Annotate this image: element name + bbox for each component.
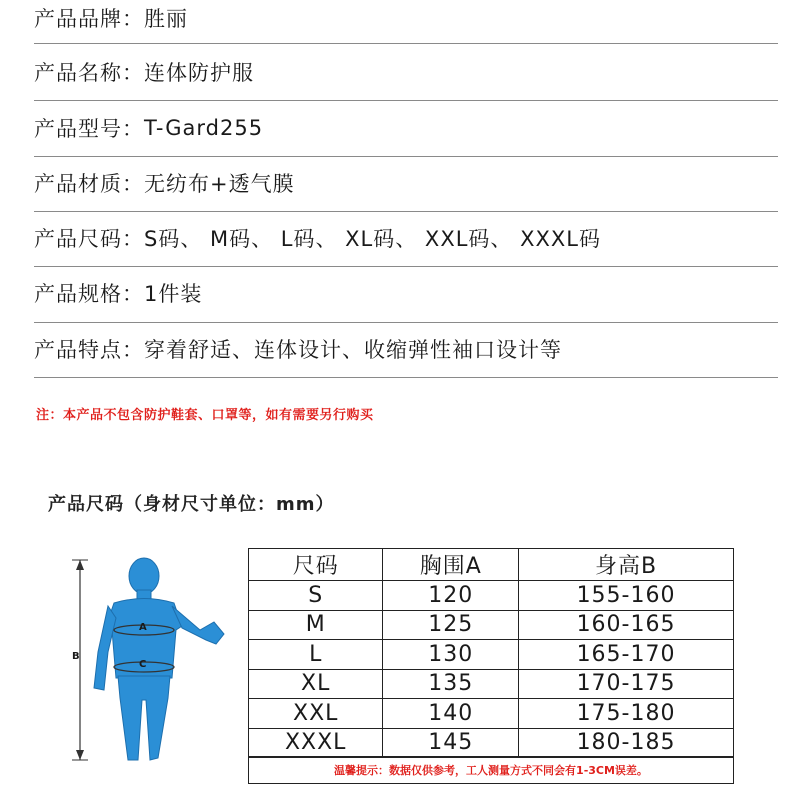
spec-row-name — [34, 49, 778, 94]
spec-value: T-Gard255 — [144, 115, 264, 140]
spec-label: 产品名称： — [34, 60, 144, 85]
notice-text: 注：本产品不包含防护鞋套、口罩等，如有需要另行购买 — [36, 408, 374, 423]
spec-value: 胜丽 — [144, 6, 188, 31]
divider — [34, 43, 778, 44]
table-footer-note: 温馨提示：数据仅供参考，工人测量方式不同会有1-3CM误差。 — [248, 756, 734, 784]
spec-row-package — [34, 270, 778, 315]
table-cell-chest: 140 — [383, 699, 519, 729]
table-row — [249, 669, 734, 699]
table-cell-size: M — [249, 610, 383, 640]
table-cell-height: 180-185 — [519, 728, 734, 758]
table-cell-size: XXXL — [249, 728, 383, 758]
spec-value: 穿着舒适、连体设计、收缩弹性袖口设计等 — [144, 337, 562, 362]
table-cell-chest: 145 — [383, 728, 519, 758]
spec-label: 产品品牌： — [34, 6, 144, 31]
body-measurement-figure — [62, 548, 242, 770]
table-cell-chest: 135 — [383, 669, 519, 699]
spec-value: 1件装 — [144, 281, 203, 306]
column-header-height: 身高B — [519, 549, 734, 581]
column-header-size: 尺码 — [249, 549, 383, 581]
spec-label: 产品材质： — [34, 171, 144, 196]
table-row — [249, 581, 734, 611]
size-table — [248, 548, 734, 758]
table-cell-size: XXL — [249, 699, 383, 729]
table-cell-chest: 125 — [383, 610, 519, 640]
divider — [34, 211, 778, 212]
table-row — [249, 699, 734, 729]
table-cell-height: 155-160 — [519, 581, 734, 611]
table-row — [249, 610, 734, 640]
divider — [34, 322, 778, 323]
figure-label-b: B — [72, 651, 80, 662]
table-cell-height: 170-175 — [519, 669, 734, 699]
spec-row-material — [34, 160, 778, 205]
table-cell-height: 165-170 — [519, 640, 734, 670]
table-cell-chest: 120 — [383, 581, 519, 611]
table-cell-height: 175-180 — [519, 699, 734, 729]
spec-value: 连体防护服 — [144, 60, 254, 85]
spec-value: S码、 M码、 L码、 XL码、 XXL码、 XXXL码 — [144, 226, 601, 251]
divider — [34, 377, 778, 378]
table-cell-size: S — [249, 581, 383, 611]
spec-label: 产品特点： — [34, 337, 144, 362]
table-cell-chest: 130 — [383, 640, 519, 670]
spec-label: 产品尺码： — [34, 226, 144, 251]
spec-label: 产品型号： — [34, 116, 144, 141]
divider — [34, 156, 778, 157]
spec-label: 产品规格： — [34, 281, 144, 306]
spec-row-sizes — [34, 215, 778, 260]
column-header-chest: 胸围A — [383, 549, 519, 581]
size-chart-heading: 产品尺码（身材尺寸单位：mm） — [48, 494, 335, 515]
figure-label-c: C — [139, 659, 147, 670]
spec-row-features — [34, 326, 778, 371]
divider — [34, 100, 778, 101]
table-row — [249, 640, 734, 670]
table-cell-height: 160-165 — [519, 610, 734, 640]
spec-row-model — [34, 105, 778, 150]
figure-label-a: A — [139, 622, 147, 633]
spec-row-brand — [34, 0, 778, 40]
table-cell-size: L — [249, 640, 383, 670]
table-header-row — [249, 549, 734, 581]
spec-value: 无纺布+透气膜 — [144, 171, 295, 196]
divider — [34, 266, 778, 267]
table-cell-size: XL — [249, 669, 383, 699]
table-row — [249, 728, 734, 758]
human-silhouette-icon — [62, 548, 242, 770]
